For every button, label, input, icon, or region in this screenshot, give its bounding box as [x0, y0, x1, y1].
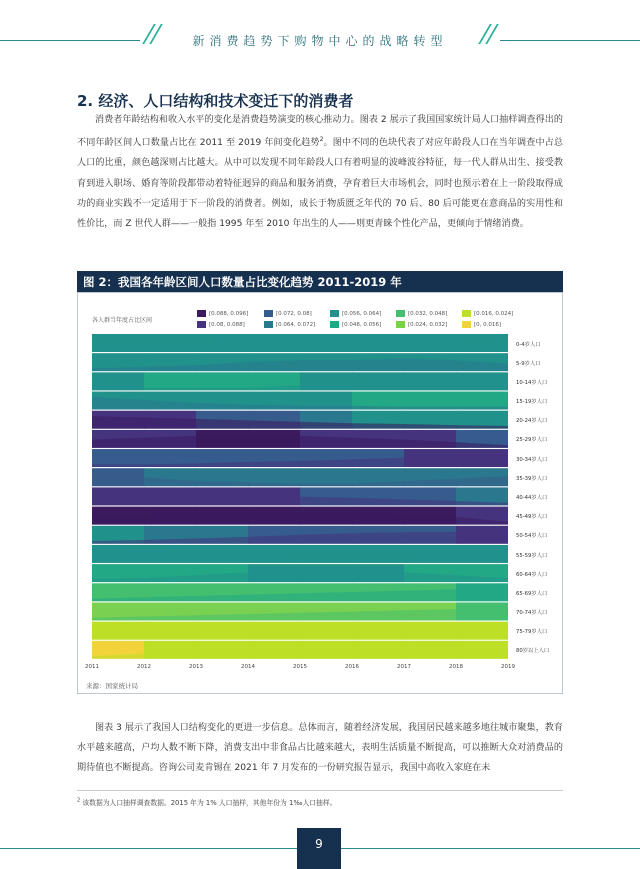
legend-label: [0.032, 0.048] [408, 311, 448, 317]
row-label: 80岁以上人口 [516, 648, 550, 655]
legend-label: [0.048, 0.056] [342, 322, 382, 328]
row-label: 5-9岁人口 [516, 360, 541, 367]
legend-label: [0.064, 0.072] [276, 322, 316, 328]
legend-label: [0.072, 0.08] [276, 311, 312, 317]
x-tick-label: 2012 [137, 664, 151, 670]
heatmap-row [92, 392, 508, 410]
header-rule-right [500, 40, 640, 41]
legend-swatch [462, 310, 471, 317]
legend-swatch [462, 321, 471, 328]
row-label: 35-39岁人口 [516, 475, 548, 482]
heatmap-row [92, 583, 508, 601]
x-tick-label: 2014 [241, 664, 255, 670]
heatmap-row [92, 641, 508, 659]
heatmap-row [92, 487, 508, 505]
legend-item [396, 321, 447, 329]
legend-item [197, 321, 245, 329]
figure-title-bar [77, 271, 563, 292]
heatmap-row [92, 545, 508, 563]
para1-text-b: 。图中不同的色块代表了对应年龄段人口在当年调查中占总人口的比重，颜色越深则占比越大。从中可以发现不同年龄段人口有着明显的波峰波谷特征，每一代人群从出生、接受教育到进入职场、婚育等阶段都带动着特征迥异的商品和服务消费，孕育着巨大市场机会，同时也预示着在上一阶段取得成功的商业实践不一定适用于下一阶段的消费者。例如，成长于物质匮乏年代的 70 后、80 后可能更在意商品的实用性和性价比，而 Z 世代人群——一般指 1995 年至 2010 年出生的人——则更青睐个性化产品，更倾向于情绪消费。 [77, 138, 563, 230]
body-paragraph-2: 图表 3 展示了我国人口结构变化的更进一步信息。总体而言，随着经济发展，我国居民越来越多地往城市聚集，教育水平越来越高，户均人数不断下降，消费支出中非食品占比越来越大，表明生活质量不断提高，可以推断大众对消费品的期待值也不断提高。咨询公司麦肯锡在 2021 年 7 月发布的一份研究报告显示，我国中高收入家庭在未 [77, 723, 563, 774]
legend-label: [0.08, 0.088] [209, 322, 245, 328]
legend-swatch [197, 321, 206, 328]
row-label: 50-54岁人口 [516, 533, 548, 540]
footnote-text: 该数据为人口抽样调查数据。2015 年为 1% 人口抽样，其他年份为 1‰人口抽样。 [82, 799, 337, 807]
legend-item [264, 310, 312, 318]
legend-swatch [197, 310, 206, 317]
row-label: 70-74岁人口 [516, 610, 548, 617]
legend-swatch [330, 310, 339, 317]
page-rule-right [341, 848, 640, 849]
figure-source: 来源：国家统计局 [86, 682, 138, 690]
header-title: 新消费趋势下购物中心的战略转型 [192, 34, 448, 48]
legend-label: [0.016, 0.024] [474, 311, 514, 317]
row-label: 75-79岁人口 [516, 629, 548, 636]
legend-label: [0, 0.016] [474, 322, 502, 328]
heatmap-row [92, 602, 508, 620]
row-label: 45-49岁人口 [516, 514, 548, 521]
legend-swatch [330, 321, 339, 328]
heatmap-row [92, 622, 508, 640]
x-tick-label: 2017 [397, 664, 411, 670]
body-paragraph-1 [77, 110, 563, 234]
legend-label: [0.056, 0.064] [342, 311, 382, 317]
footnote [77, 797, 336, 807]
figure-title: 图 2：我国各年龄区间人口数量占比变化趋势 2011-2019 年 [83, 275, 402, 289]
footnote-marker: 2 [77, 797, 81, 804]
heatmap-row [92, 564, 508, 582]
footnote-divider [77, 790, 563, 791]
row-label: 20-24岁人口 [516, 418, 548, 425]
legend-item [330, 310, 381, 318]
legend-label: [0.024, 0.032] [408, 322, 448, 328]
heatmap-row [92, 526, 508, 544]
page-header [0, 0, 640, 70]
row-label: 60-64岁人口 [516, 571, 548, 578]
x-tick-label: 2011 [85, 664, 99, 670]
page-number-box [297, 828, 341, 869]
legend-item [462, 321, 501, 329]
row-label: 40-44岁人口 [516, 495, 548, 501]
page-number: 9 [315, 837, 323, 851]
heatmap-row [92, 449, 508, 467]
x-tick-label: 2016 [345, 664, 359, 670]
heatmap-chart [92, 334, 508, 660]
heatmap-row [92, 430, 508, 448]
row-label: 30-34岁人口 [516, 456, 548, 463]
heatmap-row [92, 507, 508, 525]
legend-item [462, 310, 513, 318]
legend-title: 各人群当年度占比区间 [92, 317, 153, 324]
x-tick-label: 2013 [189, 664, 203, 670]
footnote-ref[interactable]: 2 [319, 136, 324, 144]
page-rule-left [0, 848, 297, 849]
heatmap-row [92, 334, 508, 352]
row-label: 15-19岁人口 [516, 399, 548, 406]
heatmap-row [92, 372, 508, 390]
x-tick-label: 2018 [449, 664, 463, 670]
legend-item [197, 310, 248, 318]
legend-swatch [396, 321, 405, 328]
row-label: 55-59岁人口 [516, 552, 548, 559]
heatmap-row [92, 353, 508, 371]
legend-swatch [264, 321, 273, 328]
x-tick-label: 2015 [293, 664, 307, 670]
legend-label: [0.088, 0.096] [209, 311, 249, 317]
legend-item [264, 321, 315, 329]
legend-swatch [264, 310, 273, 317]
legend-item [396, 310, 447, 318]
section-heading: 2. 经济、人口结构和技术变迁下的消费者 [77, 92, 354, 110]
row-label: 0-4岁人口 [516, 341, 541, 348]
legend-item [330, 321, 381, 329]
para1-text-a: 消费者年龄结构和收入水平的变化是消费趋势演变的核心推动力。图表 2 展示了我国国家统计局人口抽样调查得出的不同年龄区间人口数量占比在 2011 至 2019 年间变化趋势 [77, 115, 563, 149]
legend-swatch [396, 310, 405, 317]
row-label: 10-14岁人口 [516, 379, 548, 386]
heatmap-row [92, 411, 508, 429]
x-tick-label: 2019 [501, 664, 515, 670]
row-label: 25-29岁人口 [516, 437, 548, 444]
heatmap-row [92, 468, 508, 486]
row-label: 65-69岁人口 [516, 590, 548, 597]
